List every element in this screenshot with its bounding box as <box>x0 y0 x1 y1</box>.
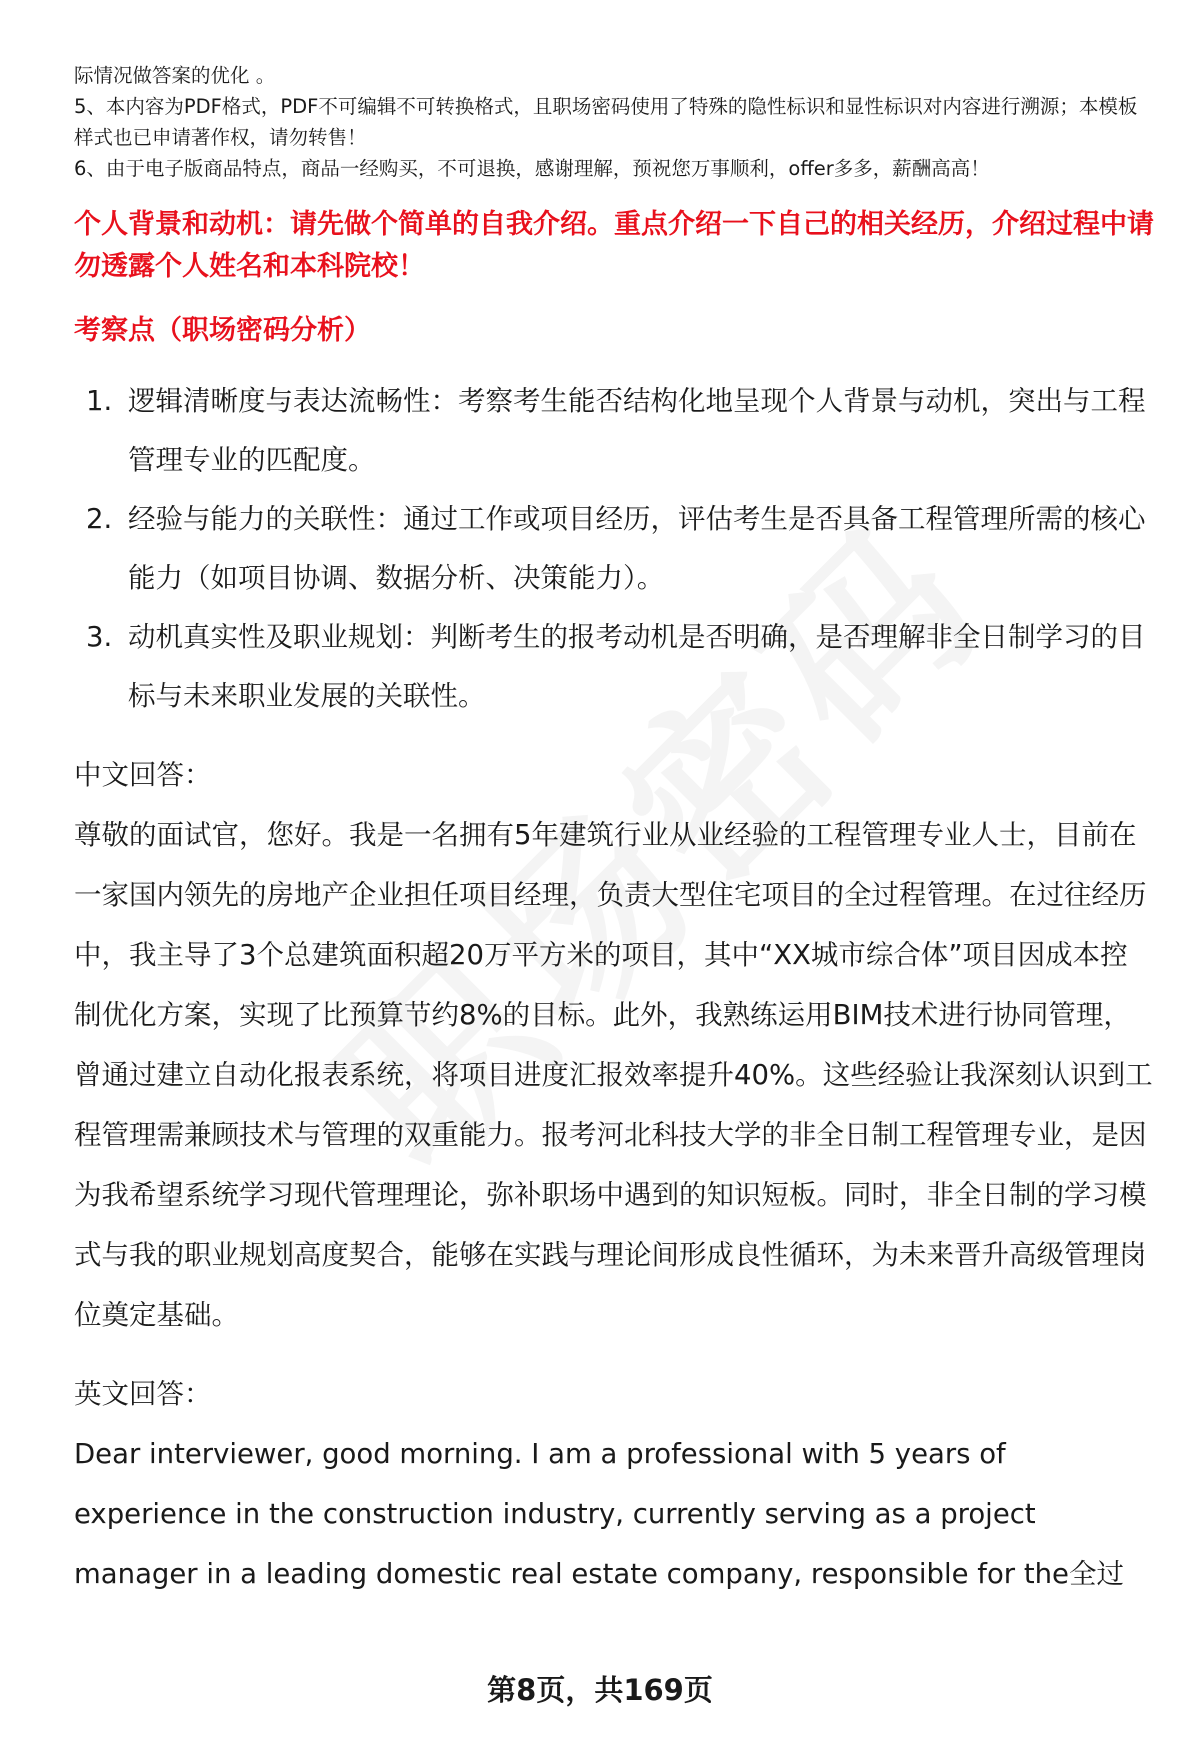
note-line: 5、本内容为PDF格式，PDF不可编辑不可转换格式，且职场密码使用了特殊的隐性标识和显性标识对内容进行溯源；本模板样式也已申请著作权，请勿转售！ <box>74 95 1138 149</box>
list-item <box>74 490 1154 608</box>
english-answer-label: 英文回答： <box>74 1378 212 1410</box>
assessment-points <box>74 372 1154 726</box>
list-item <box>74 372 1154 490</box>
list-item <box>74 608 1154 726</box>
list-number: 1. <box>86 385 113 417</box>
chinese-answer: 尊敬的面试官，您好。我是一名拥有5年建筑行业从业经验的工程管理专业人士，目前在一家国内领先的房地产企业担任项目经理，负责大型住宅项目的全过程管理。在过往经历中，我主导了3个总建筑面积超20万平方米的项目，其中“XX城市综合体”项目因成本控制优化方案，实现了比预算节约8%的目标。此外，我熟练运用BIM技术进行协同管理，曾通过建立自动化报表系统，将项目进度汇报效率提升40%。这些经验让我深刻认识到工程管理需兼顾技术与管理的双重能力。报考河北科技大学的非全日制工程管理专业，是因为我希望系统学习现代管理理论，弥补职场中遇到的知识短板。同时，非全日制的学习模式与我的职业规划高度契合，能够在实践与理论间形成良性循环，为未来晋升高级管理岗位奠定基础。 <box>74 819 1153 1331</box>
page-content <box>74 60 1154 1604</box>
notes-block <box>74 60 1154 184</box>
note-line: 6、由于电子版商品特点，商品一经购买，不可退换，感谢理解，预祝您万事顺利，offer多多，薪酬高高！ <box>74 157 990 180</box>
page-number: 第8页，共169页 <box>487 1673 713 1707</box>
section-title: 考察点（职场密码分析） <box>74 315 371 346</box>
list-text: 动机真实性及职业规划：判断考生的报考动机是否明确，是否理解非全日制学习的目标与未来职业发展的关联性。 <box>128 621 1146 712</box>
list-number: 2. <box>86 503 113 535</box>
question-heading: 个人背景和动机：请先做个简单的自我介绍。重点介绍一下自己的相关经历，介绍过程中请勿透露个人姓名和本科院校！ <box>74 209 1154 282</box>
list-text: 经验与能力的关联性：通过工作或项目经历，评估考生是否具备工程管理所需的核心能力（如项目协调、数据分析、决策能力）。 <box>128 503 1146 594</box>
note-line: 际情况做答案的优化 。 <box>74 64 276 87</box>
chinese-answer-label: 中文回答： <box>74 759 212 791</box>
list-text: 逻辑清晰度与表达流畅性：考察考生能否结构化地呈现个人背景与动机，突出与工程管理专业的匹配度。 <box>128 385 1146 476</box>
english-answer: Dear interviewer, good morning. I am a professional with 5 years of experience in the construction industry, currently serving as a project manager in a leading domestic real estate company, responsible for the全过 <box>74 1438 1124 1590</box>
list-number: 3. <box>86 621 113 653</box>
